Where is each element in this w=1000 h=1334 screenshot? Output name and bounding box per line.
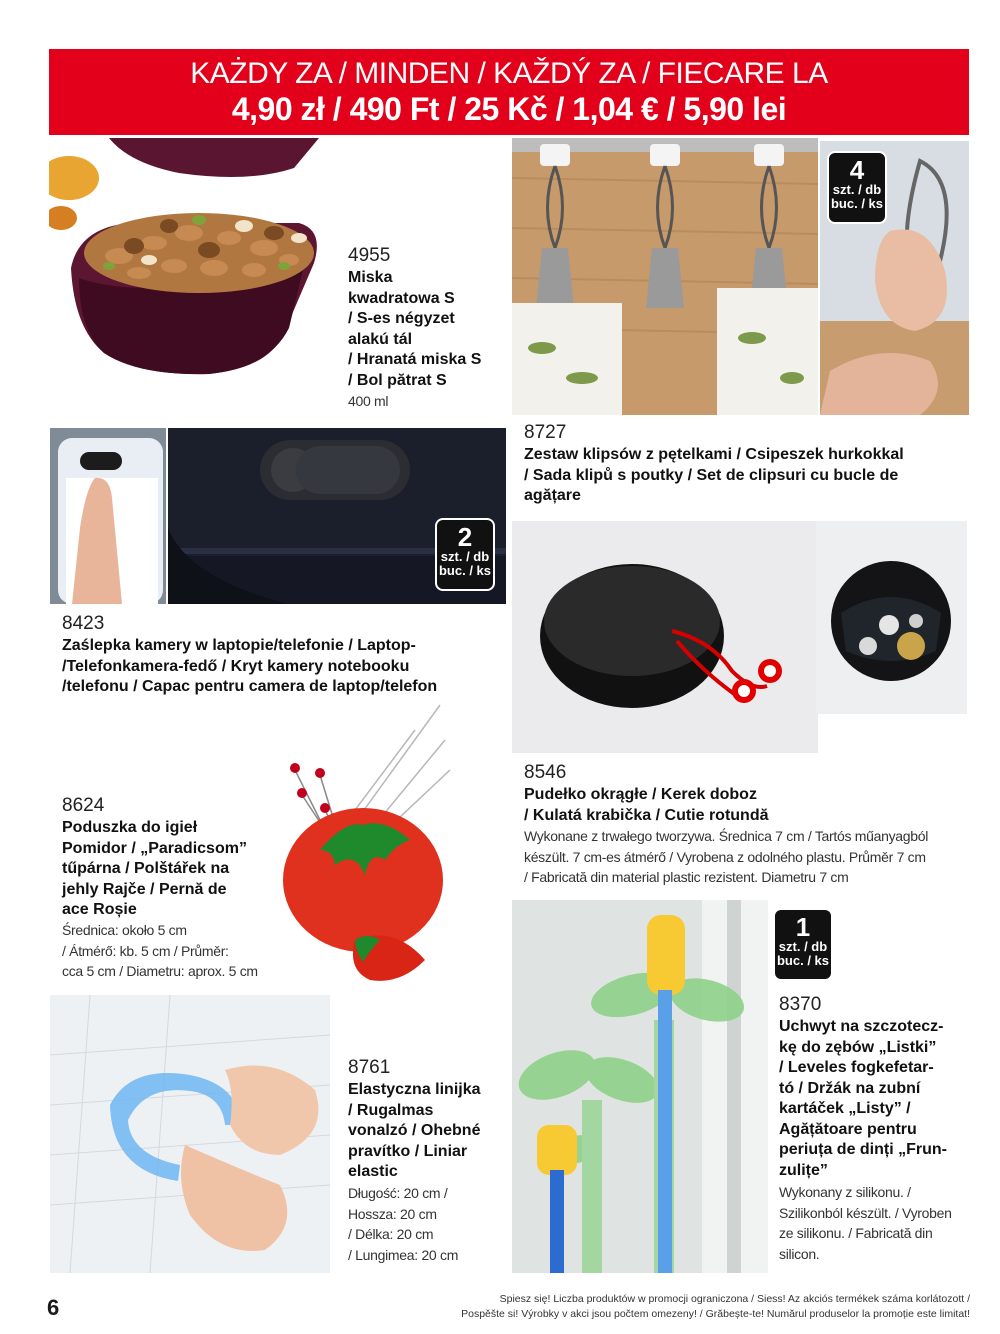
clips-photo xyxy=(512,138,818,415)
quantity-badge: 1 szt. / db buc. / ks xyxy=(773,908,833,981)
footer-note: Spiesz się! Liczba produktów w promocji ograniczona / Siess! Az akciós termékek száma korlátozott / Pospěšte si! Výrobky v akci jsou počtem omezeny! / Grăbește-te! Numărul produselor la promoție este limitat! xyxy=(461,1293,970,1320)
product-name: Miska kwadratowa S / S-es négyzet alakú tál / Hranatá miska S / Bol pătrat S xyxy=(348,269,482,389)
product-code: 8624 xyxy=(62,795,105,816)
flexible-ruler-photo xyxy=(50,995,330,1273)
product-name: Pudełko okrągłe / Kerek doboz / Kulatá krabička / Cutie rotundă xyxy=(524,786,769,824)
banner-price: 4,90 zł / 490 Ft / 25 Kč / 1,04 € / 5,90 lei xyxy=(231,91,787,127)
product-description: Wykonane z trwałego tworzywa. Średnica 7 cm / Tartós műanyagból készült. 7 cm-es átmérő / Vyrobena z odolného plastu. Průměr 7 cm / Fabricată din material plastic rezistent. Diametru 7 cm xyxy=(524,828,929,885)
product-name: Zestaw klipsów z pętelkami / Csipeszek hurkokkal / Sada klipů s poutky / Set de clipsuri cu bucle de agățare xyxy=(524,446,904,504)
quantity-badge: 4 szt. / db buc. / ks xyxy=(827,151,887,224)
product-code: 8761 xyxy=(348,1057,391,1078)
round-box-inset-photo xyxy=(816,521,967,714)
banner-title: KAŻDY ZA / MINDEN / KAŽDÝ ZA / FIECARE LA xyxy=(190,57,828,90)
product-description: Długość: 20 cm / Hossza: 20 cm / Délka: 20 cm / Lungimea: 20 cm xyxy=(348,1185,459,1263)
product-description: Średnica: około 5 cm / Átmérő: kb. 5 cm / Průměr: cca 5 cm / Diametru: aprox. 5 cm xyxy=(62,922,258,979)
toothbrush-holder-photo xyxy=(512,900,768,1273)
product-description: 400 ml xyxy=(348,393,389,409)
bowl-photo xyxy=(49,138,339,413)
product-code: 8370 xyxy=(779,994,822,1015)
product-name: Poduszka do igieł Pomidor / „Paradicsom” tűpárna / Polštářek na jehly Rajče / Pernă de ace Roșie xyxy=(62,819,247,918)
page-number: 6 xyxy=(47,1295,60,1320)
product-code: 4955 xyxy=(348,245,391,266)
product-name: Elastyczna linijka / Rugalmas vonalzó / Ohebné pravítko / Liniar elastic xyxy=(348,1081,481,1180)
product-code: 8423 xyxy=(62,613,105,634)
quantity-badge: 2 szt. / db buc. / ks xyxy=(435,518,495,591)
product-code: 8546 xyxy=(524,762,567,783)
pincushion-photo xyxy=(275,700,465,990)
product-description: Wykonany z silikonu. / Szilikonból készült. / Vyroben ze silikonu. / Fabricată din silicon. xyxy=(779,1184,952,1262)
product-code: 8727 xyxy=(524,422,567,443)
product-name: Uchwyt na szczotecz- kę do zębów „Listki” / Leveles fogkefetar- tó / Držák na zubní kartáček „Listy” / Agățătoare pentru periuța de dinți „Frun- zulițe” xyxy=(779,1018,947,1179)
round-box-photo xyxy=(512,521,818,753)
phone-camera-photo xyxy=(50,428,166,604)
product-name: Zaślepka kamery w laptopie/telefonie / Laptop- /Telefonkamera-fedő / Kryt kamery notebooku /telefonu / Capac pentru camera de laptop/telefon xyxy=(62,637,438,695)
price-banner xyxy=(49,49,969,135)
